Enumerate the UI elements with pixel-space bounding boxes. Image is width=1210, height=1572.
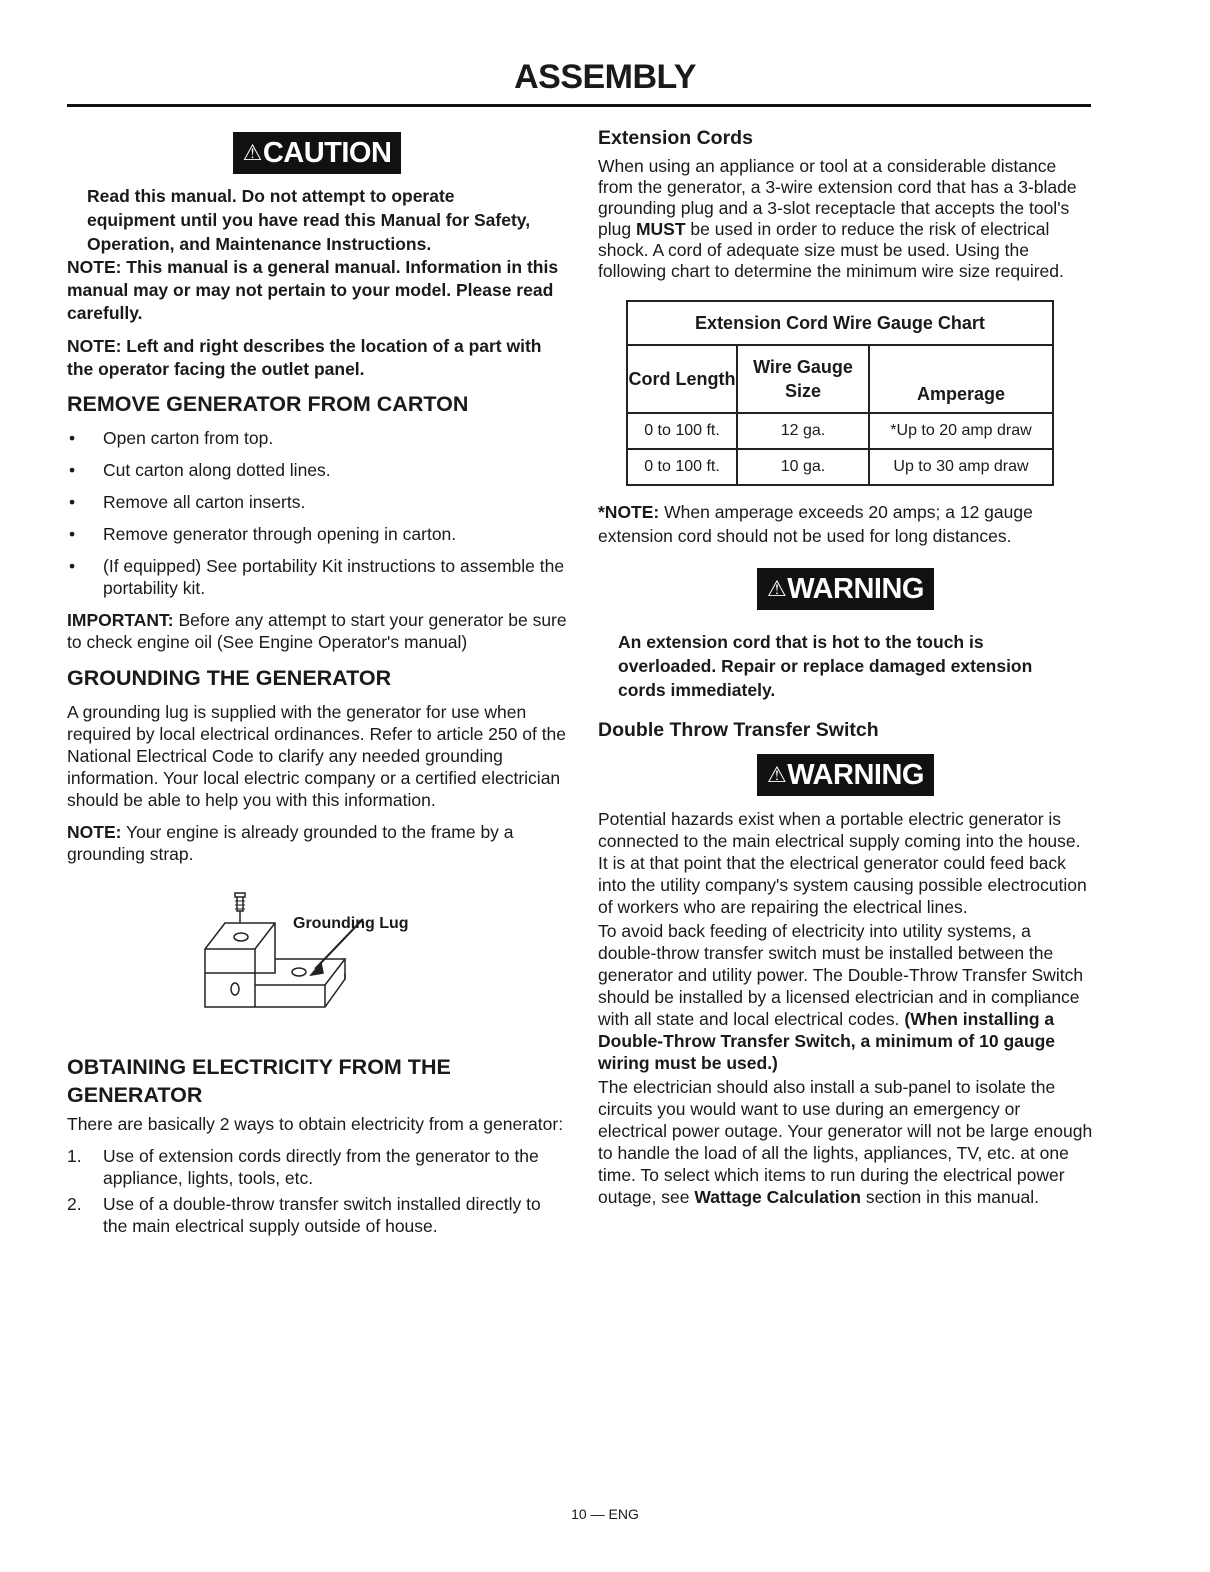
note-general: NOTE: This manual is a general manual. Information in this manual may or may not pertain to your model. Please read carefully. [67, 257, 559, 323]
grounding-lug-icon [197, 889, 497, 1024]
table-note: *NOTE: When amperage exceeds 20 amps; a 12 gauge extension cord should not be used for long distances. [598, 502, 1033, 546]
remove-steps-list [67, 427, 567, 599]
left-column [67, 118, 567, 1241]
sub-panel-text: The electrician should also install a sub-panel to isolate the circuits you would want to use during an emergency or electrical power outage. Your generator will not be large enough to handle the load of all the lights, appliances, TV, etc. at one time. To select which items to run during the electrical power outage, see Wattage Calculation section in this manual. [598, 1077, 1093, 1207]
table-row: 0 to 100 ft. 12 ga. *Up to 20 amp draw [627, 413, 1053, 449]
extension-text: When using an appliance or tool at a considerable distance from the generator, a 3-wire extension cord that has a 3-blade grounding plug and a 3-slot receptacle that accepts the tool's plug MUST be used in order to reduce the risk of electrical shock. A cord of adequate size must be used. Using the following chart to determine the minimum wire size required. [598, 156, 1077, 281]
note-left-right: NOTE: Left and right describes the location of a part with the operator facing the outlet panel. [67, 336, 542, 379]
important-label: IMPORTANT: [67, 610, 174, 630]
hazard-text: Potential hazards exist when a portable electric generator is connected to the main electrical supply coming into the house. It is at that point that the electrical generator could feed back into the utility company's system causing possible electrocution of workers who are repairing the electrical lines. [598, 809, 1087, 917]
list-item: • (If equipped) See portability Kit instructions to assemble the portability kit. [67, 555, 567, 599]
warning-badge: ⚠WARNING [757, 754, 934, 796]
page-title: ASSEMBLY [514, 58, 696, 96]
table-header: Amperage [869, 345, 1053, 413]
obtaining-list [67, 1145, 567, 1237]
table-row: 0 to 100 ft. 10 ga. Up to 30 amp draw [627, 449, 1053, 485]
list-item: • Open carton from top. [67, 427, 567, 449]
extension-heading: Extension Cords [598, 127, 753, 149]
grounding-note: NOTE: Your engine is already grounded to the frame by a grounding strap. [67, 822, 514, 864]
grounding-lug-figure [67, 889, 567, 1039]
table-title: Extension Cord Wire Gauge Chart [627, 301, 1053, 345]
avoid-text: To avoid back feeding of electricity into utility systems, a double-throw transfer switch must be installed between the generator and utility power. The Double-Throw Transfer Switch should be installed by a licensed electrician and in compliance with all state and local electrical codes. (When installing a Double-Throw Transfer Switch, a minimum of 10 gauge wiring must be used.) [598, 921, 1084, 1073]
caution-text: Read this manual. Do not attempt to operate equipment until you have read this Manual for Safety, Operation, and Maintenance Instructions. [87, 186, 531, 254]
remove-heading: REMOVE GENERATOR FROM CARTON [67, 392, 469, 416]
list-item: 2. Use of a double-throw transfer switch installed directly to the main electrical supply outside of house. [67, 1194, 541, 1236]
obtaining-heading: OBTAINING ELECTRICITY FROM THE GENERATOR [67, 1055, 451, 1107]
grounding-text: A grounding lug is supplied with the generator for use when required by local electrical ordinances. Refer to article 250 of the National Electrical Code to clarify any needed grounding information. Your local electric company or a certified electrician should be able to help you with this information. [67, 702, 567, 810]
warning-badge: ⚠WARNING [757, 568, 934, 610]
list-item: 1. Use of extension cords directly from the generator to the appliance, lights, tools, etc. [67, 1146, 539, 1188]
warning-triangle-icon: ⚠ [767, 762, 787, 787]
wire-gauge-table [626, 300, 1054, 486]
warning-triangle-icon: ⚠ [767, 576, 787, 601]
obtaining-text: There are basically 2 ways to obtain electricity from a generator: [67, 1114, 564, 1134]
list-item: • Cut carton along dotted lines. [67, 459, 567, 481]
double-throw-heading: Double Throw Transfer Switch [598, 719, 879, 741]
grounding-heading: GROUNDING THE GENERATOR [67, 666, 392, 690]
important-paragraph: IMPORTANT: Before any attempt to start your generator be sure to check engine oil (See Engine Operator's manual) [67, 610, 567, 652]
table-header: Cord Length [627, 345, 737, 413]
caution-badge: ⚠CAUTION [233, 132, 402, 174]
right-column [598, 118, 1093, 1208]
warning-triangle-icon: ⚠ [242, 140, 262, 165]
title-rule [67, 104, 1091, 107]
list-item: • Remove generator through opening in carton. [67, 523, 567, 545]
page-number: 10 — ENG [571, 1506, 639, 1522]
list-item: • Remove all carton inserts. [67, 491, 567, 513]
figure-label: Grounding Lug [293, 915, 409, 932]
table-header: Wire Gauge Size [737, 345, 869, 413]
warning-text: An extension cord that is hot to the touch is overloaded. Repair or replace damaged extension cords immediately. [618, 632, 1033, 700]
